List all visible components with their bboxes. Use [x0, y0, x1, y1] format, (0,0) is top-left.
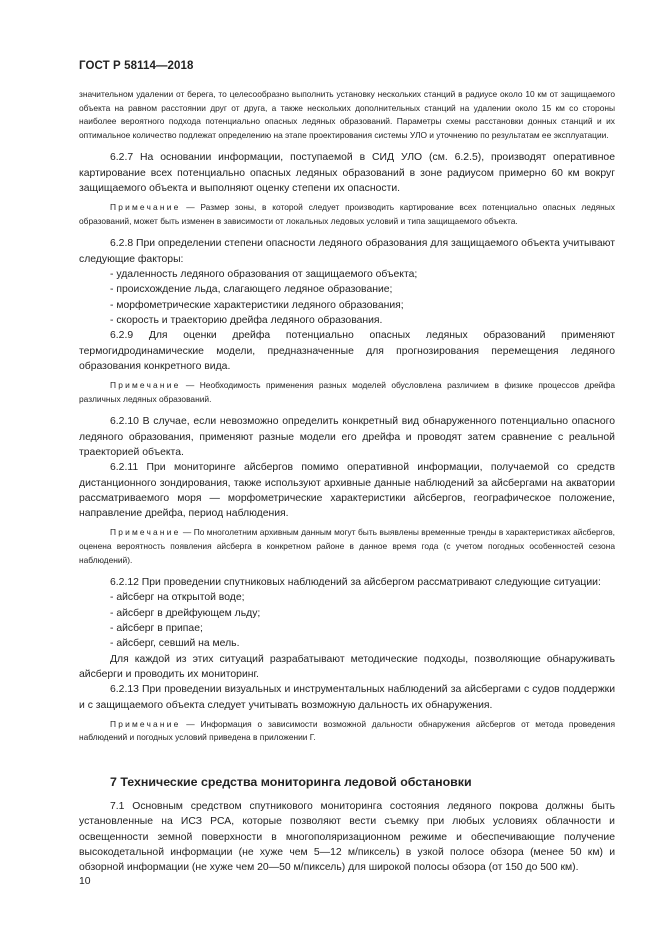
note-3-label: Примечание: [110, 527, 181, 538]
factors-list: [79, 267, 615, 328]
clause-6-2-13: 6.2.13 При проведении визуальных и инструментальных наблюдений за айсбергами с судов поддержки и с защищаемого объекта следует учитывать возможную дальность их обнаружения.: [79, 684, 615, 711]
list-item: - айсберг, севший на мель.: [110, 638, 240, 650]
note-1: [79, 201, 615, 228]
clause-6-2-10: 6.2.10 В случае, если невозможно определить конкретный вид обнаруженного потенциально опасного ледяного образования, применяют разные модели его дрейфа и проводят затем сравнение с реальной траекторией объекта.: [79, 416, 615, 458]
note-4-text: — Информация о зависимости возможной дальности обнаружения айсбергов от метода проведения наблюдений и погодных условий приведена в приложении Г.: [79, 718, 615, 743]
clause-6-2-12-continuation: Для каждой из этих ситуаций разрабатывают методические подходы, позволяющие обнаруживать айсберги и проводить их мониторинг.: [79, 653, 615, 680]
clause-6-2-9: 6.2.9 Для оценки дрейфа потенциально опасных ледяных образований применяют термогидродинамические модели, предназначенные для прогнозирования перемещения ледяного образования конкретного вида.: [79, 330, 615, 372]
note-4-label: Примечание: [110, 718, 181, 729]
note-4: [79, 718, 615, 745]
intro-paragraph: значительном удалении от берега, то целесообразно выполнить установку нескольких станций в радиусе около 10 км от защищаемого объекта на равном расстоянии друг от друга, а также нескольких дополнительных станций на удалении около 15 км со стороны наиболее вероятного подхода потенциально опасных ледяных образований. Параметры схемы расстановки донных станций и их оптимальное количество подлежат определению на этапе проектирования системы УЛО и уточнению по результатам ее эксплуатации.: [79, 89, 615, 140]
clause-6-2-12: 6.2.12 При проведении спутниковых наблюдений за айсбергом рассматривают следующие ситуации:: [110, 577, 601, 589]
situations-list: [79, 590, 615, 651]
note-2-text: — Необходимость применения разных моделей обусловлена различием в физике процессов дрейфа различных ледяных образований.: [79, 380, 615, 404]
clause-6-2-7: 6.2.7 На основании информации, поступаемой в СИД УЛО (см. 6.2.5), производят оперативное картирование всех потенциально опасных ледяных образований в зоне радиусом примерно 60 км вокруг защищаемого объекта и выполняют оценку степени их опасности.: [79, 152, 615, 194]
document-header: ГОСТ Р 58114—2018: [79, 60, 194, 72]
page-content: [79, 88, 615, 876]
note-2: [79, 379, 615, 406]
list-item: - происхождение льда, слагающего ледяное образование;: [110, 284, 393, 296]
note-3: [79, 526, 615, 567]
list-item: - морфометрические характеристики ледяного образования;: [110, 299, 404, 311]
list-item: - айсберг в припае;: [110, 623, 203, 635]
page-number: 10: [79, 876, 91, 887]
clause-6-2-8: 6.2.8 При определении степени опасности ледяного образования для защищаемого объекта учитывают следующие факторы:: [79, 238, 615, 265]
note-1-label: Примечание: [110, 202, 181, 213]
note-2-label: Примечание: [110, 380, 181, 391]
list-item: - айсберг на открытой воде;: [110, 592, 245, 604]
list-item: - айсберг в дрейфующем льду;: [110, 607, 261, 619]
list-item: - скорость и траекторию дрейфа ледяного образования.: [110, 314, 383, 326]
clause-7-1: 7.1 Основным средством спутникового мониторинга состояния ледяного покрова должны быть установленные на ИСЗ РСА, которые позволяют вести съемку при любых условиях облачности и освещенности земной поверхности в многополяризационном режиме и обеспечивающие получение высокодетальной информации (не хуже чем 5—12 м/пиксель) в узкой полосе обзора (менее 50 км) и обзорной информации (не хуже чем 20—50 м/пиксель) для широкой полосы обзора (от 150 до 500 км).: [79, 801, 615, 874]
section-7-title: 7 Технические средства мониторинга ледовой обстановки: [110, 775, 472, 790]
note-3-text: — По многолетним архивным данным могут быть выявлены временные тренды в характеристиках айсбергов, оценена вероятность появления айсберга в конкретном районе в данное время года (с учетом погодных особенностей сезона наблюдений).: [79, 527, 615, 565]
note-1-text: — Размер зоны, в которой следует производить картирование всех потенциально опасных ледяных образований, может быть изменен в зависимости от локальных ледовых условий и типа защищаемого объекта.: [79, 202, 615, 226]
clause-6-2-11: 6.2.11 При мониторинге айсбергов помимо оперативной информации, получаемой со средств дистанционного зондирования, также используют архивные данные наблюдений за айсбергами на акватории рассматриваемого моря — морфометрические характеристики айсбергов, географическое положение, направление дрейфа, период наблюдения.: [79, 462, 615, 520]
list-item: - удаленность ледяного образования от защищаемого объекта;: [110, 269, 418, 281]
